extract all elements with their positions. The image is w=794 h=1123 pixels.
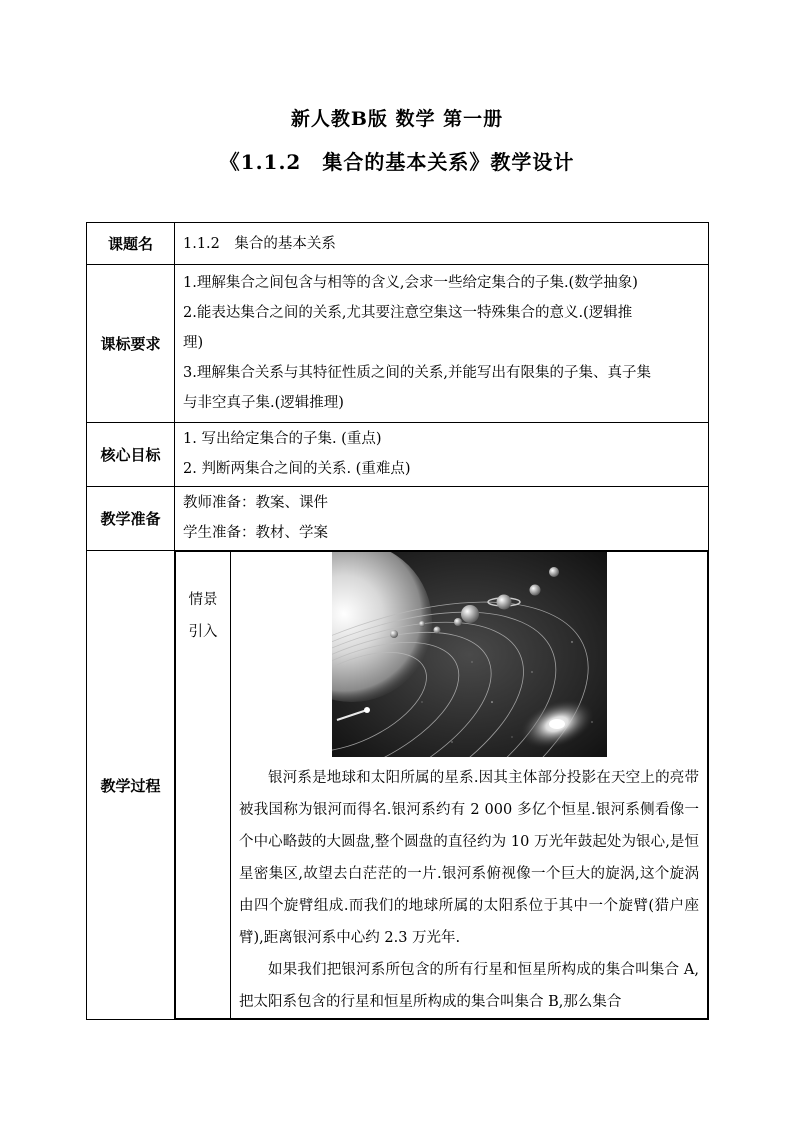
content-line: 3.理解集合关系与其特征性质之间的关系,并能写出有限集的子集、真子集	[183, 365, 651, 381]
table-row	[87, 423, 709, 487]
table-row	[87, 551, 709, 1020]
process-inner-table	[175, 551, 708, 1019]
content-line: 1.1.2 集合的基本关系	[183, 236, 336, 252]
scenario-paragraph: 银河系是地球和太阳所属的星系.因其主体部分投影在天空上的亮带被我国称为银河而得名.银河系约有 2 000 多亿个恒星.银河系侧看像一个中心略鼓的大圆盘,整个圆盘的直径约为 10 万光年鼓起处为银心,是恒星密集区,故望去白茫茫的一片.银河系俯视像一个巨大的旋涡,这个旋涡由四个旋臂组成.而我们的地球所属的太阳系位于其中一个旋臂(猎户座臂),距离银河系中心约 2.3 万光年.	[239, 770, 699, 946]
row-label-preparation: 教学准备	[87, 487, 175, 551]
table-row	[87, 487, 709, 551]
content-line: 学生准备：教材、学案	[183, 525, 328, 541]
lesson-plan-table	[86, 222, 709, 1020]
row-content-process	[175, 551, 709, 1020]
content-line: 1. 写出给定集合的子集. (重点)	[183, 431, 382, 447]
row-label-process: 教学过程	[87, 551, 175, 1020]
stage-label-line: 引入	[188, 624, 218, 640]
table-row	[87, 223, 709, 265]
row-content-standards	[175, 265, 709, 423]
scenario-content	[231, 552, 708, 1019]
solar-system-image	[332, 552, 607, 757]
row-content-topic	[175, 223, 709, 265]
document-subtitle: 《1.1.2 集合的基本关系》教学设计	[219, 150, 575, 174]
document-title: 新人教B版 数学 第一册	[290, 108, 504, 130]
content-line: 教师准备：教案、课件	[183, 495, 328, 511]
content-line: 2.能表达集合之间的关系,尤其要注意空集这一特殊集合的意义.(逻辑推	[183, 305, 633, 321]
row-label-standards: 课标要求	[87, 265, 175, 423]
row-label-topic: 课题名	[87, 223, 175, 265]
stage-label	[176, 552, 231, 1019]
content-line: 理)	[183, 335, 204, 351]
row-content-preparation	[175, 487, 709, 551]
content-line: 与非空真子集.(逻辑推理)	[183, 395, 344, 411]
content-line: 1.理解集合之间包含与相等的含义,会求一些给定集合的子集.(数学抽象)	[183, 275, 638, 291]
scenario-paragraph: 如果我们把银河系所包含的所有行星和恒星所构成的集合叫集合 A,把太阳系包含的行星和恒星所构成的集合叫集合 B,那么集合	[239, 962, 699, 1010]
row-content-core-goals	[175, 423, 709, 487]
table-row	[87, 265, 709, 423]
content-line: 2. 判断两集合之间的关系. (重难点)	[183, 461, 411, 477]
row-label-core-goals: 核心目标	[87, 423, 175, 487]
stage-label-line: 情景	[188, 592, 218, 608]
